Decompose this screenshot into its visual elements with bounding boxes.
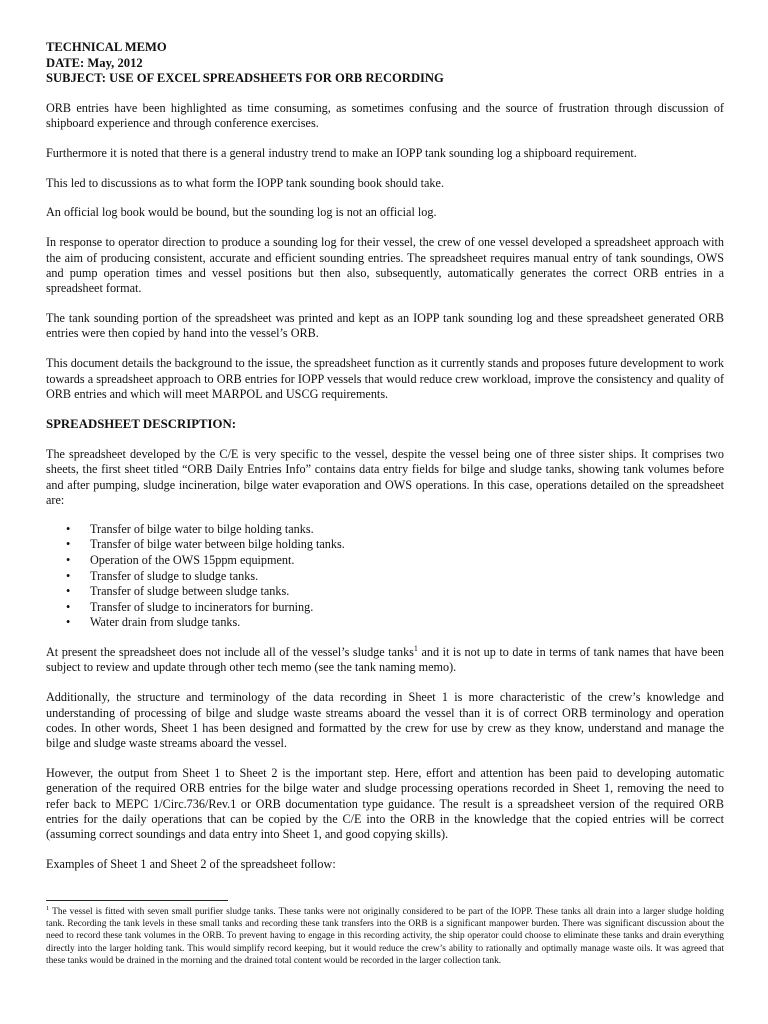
paragraph: This led to discussions as to what form the IOPP tank sounding book should take. (46, 175, 444, 190)
list-item: • Transfer of bilge water between bilge holding tanks. (46, 537, 724, 553)
footnote-text: The vessel is fitted with seven small purifier sludge tanks. These tanks were not originally considered to be part of the IOPP. These tanks all drain into a larger sludge holding tank. Recording the tank levels in these small tanks and recording these tank transfers into the ORB is a significant manpower burden. There was significant discussion about the need to record these tank volumes in the ORB. To prevent having to engage in this recording activity, the ship operator could choose to eliminate these tanks and drain everything directly into the larger holding tank. This would simplify record keeping, but it would reduce the crew’s ability to rationally and optimally manage waste oils. It was agreed that these tanks would be drained in the morning and the drained total content would be recorded in the larger collection tank. (46, 907, 724, 966)
footnote (46, 906, 724, 967)
list-item: • Transfer of sludge between sludge tanks. (46, 584, 724, 600)
list-item: • Transfer of bilge water to bilge holding tanks. (46, 522, 724, 538)
memo-subject: SUBJECT: USE OF EXCEL SPREADSHEETS FOR ORB RECORDING (46, 71, 444, 85)
paragraph: ORB entries have been highlighted as time consuming, as sometimes confusing and the source of frustration through discussion of shipboard experience and through conference exercises. (46, 100, 724, 130)
paragraph: The spreadsheet developed by the C/E is very specific to the vessel, despite the vessel being one of three sister ships. It comprises two sheets, the first sheet titled “ORB Daily Entries Info” contains data entry fields for bilge and sludge tanks, showing tank volumes before and after pumping, sludge incineration, bilge water evaporation and OWS operations. In this case, operations detailed on the spreadsheet are: (46, 447, 724, 507)
memo-date: DATE: May, 2012 (46, 55, 143, 70)
footnote-divider (46, 900, 228, 901)
list-item: • Operation of the OWS 15ppm equipment. (46, 553, 724, 569)
paragraph: Examples of Sheet 1 and Sheet 2 of the spreadsheet follow: (46, 857, 336, 872)
paragraph-text: At present the spreadsheet does not include all of the vessel’s sludge tanks (46, 645, 414, 660)
list-item: • Transfer of sludge to incinerators for burning. (46, 600, 724, 616)
paragraph: However, the output from Sheet 1 to Sheet 2 is the important step. Here, effort and attention has been paid to developing automatic generation of the required ORB entries for the bilge water and sludge processing operations recorded in Sheet 1, removing the need to refer back to MEPC 1/Circ.736/Rev.1 or ORB documentation type guidance. The result is a spreadsheet version of the required ORB entries for the daily operations that can be copied by the C/E into the ORB in the knowledge that the copied entries will be correct (assuming correct soundings and data entry into Sheet 1, and good copying skills). (46, 766, 724, 842)
paragraph: An official log book would be bound, but the sounding log is not an official log. (46, 205, 437, 220)
footnote-reference[interactable]: 1 (413, 643, 418, 653)
paragraph-text: and it is not up to date in terms of tank names that have been subject to review and update through other tech memo (see the tank naming memo). (46, 645, 724, 675)
section-heading: SPREADSHEET DESCRIPTION: (46, 416, 236, 431)
paragraph: This document details the background to the issue, the spreadsheet function as it currently stands and proposes future development to work towards a spreadsheet approach to ORB entries for IOPP vessels that would reduce crew workload, improve the consistency and quality of ORB entries and which will meet MARPOL and USCG requirements. (46, 356, 724, 401)
footnote-marker: 1 (46, 904, 50, 912)
list-item: • Transfer of sludge to sludge tanks. (46, 569, 724, 585)
paragraph (46, 645, 724, 676)
paragraph: In response to operator direction to produce a sounding log for their vessel, the crew of one vessel developed a spreadsheet approach with the aim of producing consistent, accurate and efficient sounding entries. The spreadsheet requires manual entry of tank soundings, OWS and pump operation times and vessel positions but then also, subsequently, automatically generates the correct ORB entries in a spreadsheet format. (46, 235, 724, 296)
paragraph: Additionally, the structure and terminology of the data recording in Sheet 1 is more characteristic of the crew’s knowledge and understanding of processing of bilge and sludge waste streams aboard the vessel than it is of correct ORB terminology and operation codes. In other words, Sheet 1 has been designed and formatted by the crew for use by crew as they know, understand and manage the bilge and sludge waste streams aboard the vessel. (46, 690, 724, 751)
operations-list (46, 522, 724, 631)
memo-title: TECHNICAL MEMO (46, 40, 167, 54)
paragraph: The tank sounding portion of the spreadsheet was printed and kept as an IOPP tank sounding log and these spreadsheet generated ORB entries were then copied by hand into the vessel’s ORB. (46, 311, 724, 341)
list-item: • Water drain from sludge tanks. (46, 615, 724, 631)
paragraph: Furthermore it is noted that there is a general industry trend to make an IOPP tank sounding log a shipboard requirement. (46, 145, 637, 160)
memo-body (46, 40, 724, 887)
